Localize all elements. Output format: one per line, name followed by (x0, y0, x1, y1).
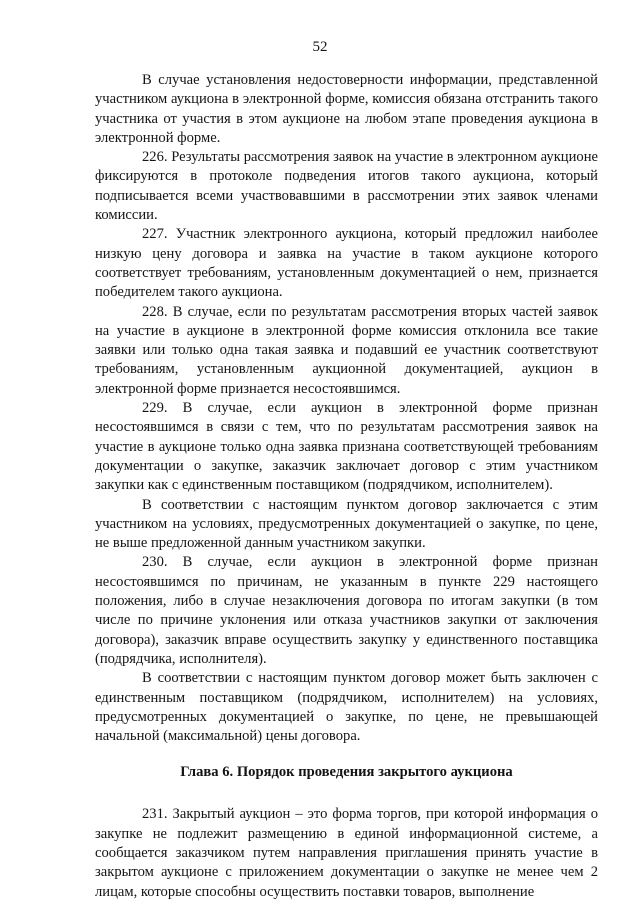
paragraph-228: 228. В случае, если по результатам рассмотрения вторых частей заявок на участие в аукционе в электронной форме комиссия отклонила все такие заявки или только одна такая заявка и подавший ее участник соответствуют требованиям, установленным аукционной документацией, аукцион в электронной форме признается несостоявшимся. (95, 303, 598, 397)
paragraph-227: 227. Участник электронного аукциона, который предложил наиболее низкую цену договора и заявка на участие в таком аукционе которого соответствует требованиям, установленным документацией о нем, признается победителем такого аукциона. (95, 226, 598, 301)
paragraph-230: 230. В случае, если аукцион в электронной форме признан несостоявшимся по причинам, не указанным в пункте 229 настоящего положения, либо в случае незаключения договора по итогам закупки (в том числе по причине уклонения или отказа участников закупки от заключения договора), заказчик вправе осуществить закупку у единственного поставщика (подрядчика, исполнителя). (95, 554, 598, 667)
chapter-heading: Глава 6. Порядок проведения закрытого аукциона (180, 764, 513, 781)
paragraph-226: 226. Результаты рассмотрения заявок на участие в электронном аукционе фиксируются в протоколе подведения итогов такого аукциона, который подписывается всеми участвовавшими в рассмотрении этих заявок членами комиссии. (95, 149, 598, 224)
page-number: 52 (312, 39, 328, 55)
paragraph-231: 231. Закрытый аукцион – это форма торгов, при которой информация о закупке не подлежит размещению в единой информационной системе, а сообщается заказчиком путем направления приглашения принять участие в закрытом аукционе с приложением документации о закупке не менее чем 2 лицам, которые способны осуществить поставки товаров, выполнение (95, 806, 598, 900)
document-body (95, 71, 598, 902)
paragraph: В соответствии с настоящим пунктом договор заключается с этим участником на условиях, предусмотренных документацией о закупке, по цене, не выше предложенной данным участником закупки. (95, 496, 598, 552)
paragraph: В случае установления недостоверности информации, представленной участником аукциона в электронной форме, комиссия обязана отстранить такого участника от участия в этом аукционе на любом этапе проведения аукциона в электронной форме. (95, 72, 598, 146)
paragraph-229: 229. В случае, если аукцион в электронной форме признан несостоявшимся в связи с тем, что по результатам рассмотрения заявок на участие в аукционе только одна заявка признана соответствующей требованиям документации о закупке, заказчик заключает договор с этим участником закупки как с единственным поставщиком (подрядчиком, исполнителем). (95, 400, 598, 494)
paragraph: В соответствии с настоящим пунктом договор может быть заключен с единственным поставщиком (подрядчиком, исполнителем) на условиях, предусмотренных документацией о закупке, по цене, не превышающей начальной (максимальной) цены договора. (95, 670, 598, 745)
